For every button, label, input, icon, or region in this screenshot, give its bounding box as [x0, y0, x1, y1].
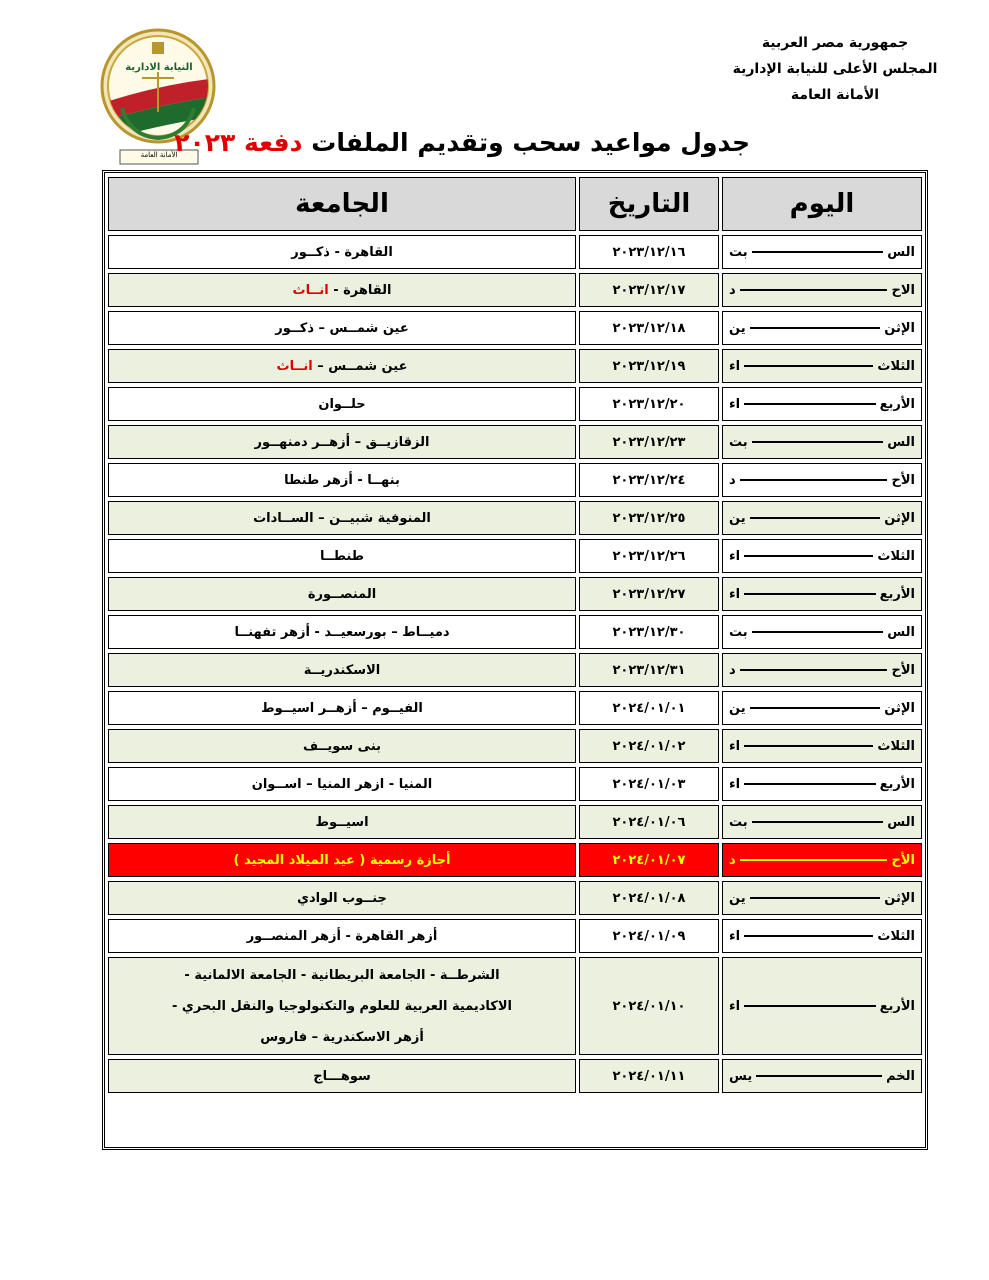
university-text: المنيا - ازهر المنيا – اســوان [251, 776, 433, 792]
day-stretch-line [752, 821, 884, 823]
university-text: الفيــوم – أزهــر اسيــوط [261, 700, 423, 716]
table-row [108, 539, 922, 573]
day-cell [722, 767, 922, 801]
day-stretch-line [744, 555, 873, 557]
university-cell [108, 539, 576, 573]
day-start: الس [887, 814, 915, 830]
day-end: ين [729, 320, 746, 336]
day-cell [722, 577, 922, 611]
table-row [108, 957, 922, 1055]
university-text: بنى سويــف [302, 738, 382, 754]
university-cell [108, 919, 576, 953]
day-end: بت [729, 624, 748, 640]
university-cell [108, 653, 576, 687]
university-cell [108, 387, 576, 421]
day-stretch-line [752, 631, 884, 633]
university-text: سوهـــاج [313, 1068, 371, 1084]
university-cell [108, 805, 576, 839]
day-stretch-line [744, 783, 876, 785]
schedule-table [105, 173, 925, 1097]
day-end: د [729, 852, 736, 868]
day-start: الأح [891, 472, 915, 488]
day-start: الإثن [884, 320, 915, 336]
day-stretch-line [752, 251, 884, 253]
logo-text-bottom: الأمانة العامة [140, 151, 178, 159]
day-cell [722, 311, 922, 345]
university-text-highlight: انــاث [276, 358, 313, 374]
date-cell: ٢٠٢٤/٠١/٠٨ [579, 881, 719, 915]
day-start: الس [887, 434, 915, 450]
day-stretch-line [744, 1005, 876, 1007]
day-cell [722, 463, 922, 497]
day-end: بت [729, 244, 748, 260]
day-start: الإثن [884, 890, 915, 906]
header-date: التاريخ [579, 177, 719, 231]
day-stretch-line [756, 1075, 882, 1077]
day-start: الأربع [879, 586, 915, 602]
day-start: الثلاث [877, 738, 915, 754]
date-cell: ٢٠٢٣/١٢/٢٠ [579, 387, 719, 421]
university-text-highlight: انــاث [292, 282, 329, 298]
day-start: الثلاث [877, 928, 915, 944]
day-start: الأح [891, 662, 915, 678]
date-cell: ٢٠٢٤/٠١/٠٧ [579, 843, 719, 877]
day-end: يس [729, 1068, 753, 1084]
university-cell [108, 235, 576, 269]
day-cell [722, 539, 922, 573]
university-text: بنهــا - أزهر طنطا [284, 472, 400, 488]
day-end: اء [729, 548, 741, 564]
table-row [108, 843, 922, 877]
university-cell [108, 463, 576, 497]
university-text: أزهر القاهرة - أزهر المنصــور [246, 928, 438, 944]
date-cell: ٢٠٢٤/٠١/٠٢ [579, 729, 719, 763]
table-header-row [108, 177, 922, 231]
day-start: الثلاث [877, 358, 915, 374]
day-start: الأح [891, 852, 915, 868]
day-cell [722, 349, 922, 383]
title-accent: دفعة ٢٠٢٣ [174, 128, 303, 157]
university-cell [108, 1059, 576, 1093]
date-cell: ٢٠٢٣/١٢/٢٣ [579, 425, 719, 459]
table-body [108, 235, 922, 1093]
day-start: الأربع [879, 396, 915, 412]
header-day: اليوم [722, 177, 922, 231]
date-cell: ٢٠٢٣/١٢/١٨ [579, 311, 719, 345]
day-end: اء [729, 358, 741, 374]
org-line-council: المجلس الأعلى للنيابة الإدارية [732, 61, 938, 77]
table-row [108, 729, 922, 763]
day-start: الإثن [884, 700, 915, 716]
day-cell [722, 501, 922, 535]
day-end: د [729, 472, 736, 488]
university-text: اسيــوط [315, 814, 369, 830]
table-row [108, 767, 922, 801]
day-end: بت [729, 434, 748, 450]
day-start: الس [887, 624, 915, 640]
day-start: الإثن [884, 510, 915, 526]
date-cell: ٢٠٢٣/١٢/١٦ [579, 235, 719, 269]
university-text: المنوفية شبيــن – الســادات [253, 510, 431, 526]
day-end: اء [729, 738, 741, 754]
day-stretch-line [744, 745, 873, 747]
day-start: الخم [886, 1068, 915, 1084]
university-line: الشرطــة - الجامعة البريطانية - الجامعة الالمانية - [184, 967, 500, 983]
schedule-table-frame [102, 170, 928, 1150]
date-cell: ٢٠٢٣/١٢/٢٧ [579, 577, 719, 611]
day-start: الأربع [879, 776, 915, 792]
day-end: د [729, 662, 736, 678]
day-stretch-line [744, 593, 876, 595]
date-cell: ٢٠٢٤/٠١/١١ [579, 1059, 719, 1093]
table-row [108, 919, 922, 953]
date-cell: ٢٠٢٤/٠١/١٠ [579, 957, 719, 1055]
day-stretch-line [750, 327, 881, 329]
table-row [108, 1059, 922, 1093]
date-cell: ٢٠٢٣/١٢/٢٤ [579, 463, 719, 497]
day-stretch-line [744, 365, 873, 367]
university-cell [108, 767, 576, 801]
university-cell [108, 501, 576, 535]
day-cell [722, 919, 922, 953]
university-text: الاسكندريــة [303, 662, 381, 678]
day-stretch-line [740, 289, 888, 291]
table-row [108, 311, 922, 345]
day-stretch-line [740, 479, 888, 481]
day-end: اء [729, 396, 741, 412]
day-stretch-line [740, 859, 888, 861]
day-stretch-line [750, 517, 881, 519]
day-cell [722, 653, 922, 687]
university-text: عين شمــس – [312, 358, 408, 374]
day-start: الثلاث [877, 548, 915, 564]
university-cell [108, 957, 576, 1055]
logo-text-top: النيابة الادارية [125, 62, 193, 73]
org-line-country: جمهورية مصر العربية [761, 35, 909, 51]
university-cell [108, 425, 576, 459]
day-start: الس [887, 244, 915, 260]
table-row [108, 805, 922, 839]
date-cell: ٢٠٢٣/١٢/٣١ [579, 653, 719, 687]
header-university: الجامعة [108, 177, 576, 231]
date-cell: ٢٠٢٣/١٢/٣٠ [579, 615, 719, 649]
table-row [108, 387, 922, 421]
table-row [108, 577, 922, 611]
day-cell [722, 235, 922, 269]
university-cell [108, 881, 576, 915]
day-end: اء [729, 928, 741, 944]
day-stretch-line [744, 403, 876, 405]
day-cell [722, 881, 922, 915]
university-cell [108, 843, 576, 877]
date-cell: ٢٠٢٤/٠١/٠٩ [579, 919, 719, 953]
day-stretch-line [740, 669, 888, 671]
date-cell: ٢٠٢٣/١٢/٢٥ [579, 501, 719, 535]
day-end: اء [729, 998, 741, 1014]
date-cell: ٢٠٢٤/٠١/٠١ [579, 691, 719, 725]
day-cell [722, 691, 922, 725]
university-cell [108, 729, 576, 763]
university-text: حلــوان [318, 396, 366, 412]
day-cell [722, 957, 922, 1055]
page-title [174, 128, 750, 157]
table-row [108, 615, 922, 649]
day-end: اء [729, 776, 741, 792]
table-row [108, 273, 922, 307]
organization-header [715, 30, 955, 108]
day-stretch-line [752, 441, 884, 443]
day-start: الأربع [879, 998, 915, 1014]
day-end: بت [729, 814, 748, 830]
day-stretch-line [744, 935, 873, 937]
day-start: الاح [891, 282, 915, 298]
table-row [108, 501, 922, 535]
university-line: الاكاديمية العربية للعلوم والتكنولوجيا والنقل البحري - [172, 998, 512, 1014]
university-cell [108, 615, 576, 649]
university-text: الزقازيــق – أزهــر دمنهــور [254, 434, 430, 450]
date-cell: ٢٠٢٤/٠١/٠٣ [579, 767, 719, 801]
university-text: أجازة رسمية ( عيد الميلاد المجيد ) [233, 852, 451, 868]
title-main: جدول مواعيد سحب وتقديم الملفات [311, 128, 750, 157]
university-text: القاهرة - [328, 282, 392, 298]
university-text: المنصــورة [307, 586, 377, 602]
university-cell [108, 349, 576, 383]
university-text: طنطــا [320, 548, 364, 564]
university-cell [108, 691, 576, 725]
day-cell [722, 425, 922, 459]
table-row [108, 691, 922, 725]
day-end: د [729, 282, 736, 298]
day-cell [722, 729, 922, 763]
day-stretch-line [750, 897, 881, 899]
date-cell: ٢٠٢٣/١٢/١٩ [579, 349, 719, 383]
date-cell: ٢٠٢٣/١٢/٢٦ [579, 539, 719, 573]
university-text: دميــاط – بورسعيــد - أزهر تفهنــا [234, 624, 450, 640]
table-row [108, 881, 922, 915]
university-cell [108, 311, 576, 345]
university-text: عين شمــس – ذكــور [275, 320, 409, 336]
day-cell [722, 273, 922, 307]
table-row [108, 653, 922, 687]
day-cell [722, 1059, 922, 1093]
table-row [108, 463, 922, 497]
university-line: أزهر الاسكندرية – فاروس [260, 1029, 424, 1045]
day-end: ين [729, 700, 746, 716]
day-cell [722, 615, 922, 649]
university-cell [108, 273, 576, 307]
date-cell: ٢٠٢٣/١٢/١٧ [579, 273, 719, 307]
org-line-secretariat: الأمانة العامة [790, 87, 880, 103]
day-cell [722, 387, 922, 421]
day-end: ين [729, 510, 746, 526]
university-text: القاهرة - ذكــور [291, 244, 393, 260]
date-cell: ٢٠٢٤/٠١/٠٦ [579, 805, 719, 839]
day-stretch-line [750, 707, 881, 709]
day-end: ين [729, 890, 746, 906]
day-cell [722, 843, 922, 877]
day-end: اء [729, 586, 741, 602]
table-row [108, 425, 922, 459]
university-text: جنــوب الوادي [297, 890, 387, 906]
day-cell [722, 805, 922, 839]
table-row [108, 235, 922, 269]
table-row [108, 349, 922, 383]
university-cell [108, 577, 576, 611]
